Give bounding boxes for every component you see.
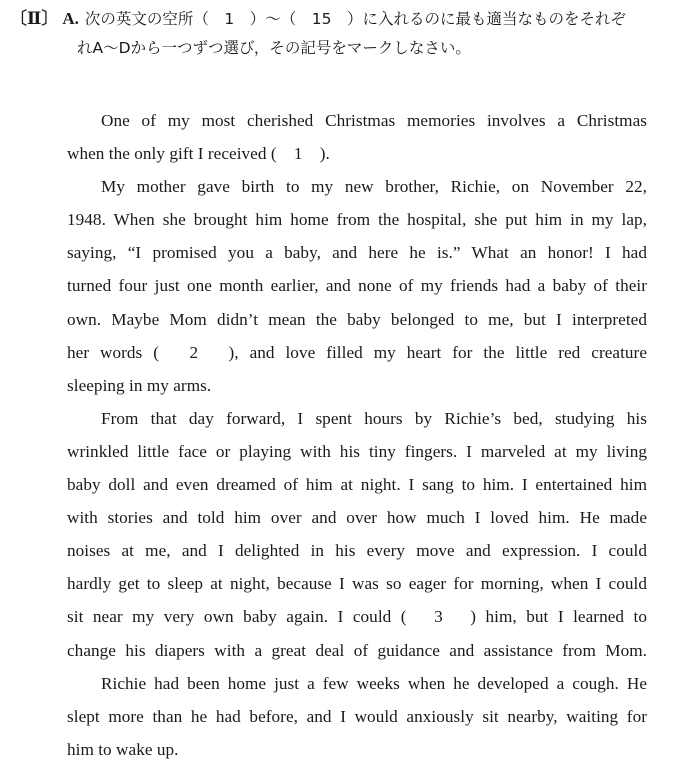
passage-line: when the only gift I received ( 1 ). <box>67 144 330 164</box>
passage-line: noises at me, and I delighted in his every move and expression. I could <box>67 541 647 561</box>
question-header <box>10 4 660 63</box>
passage-line: own. Maybe Mom didn’t mean the baby belonged to me, but I interpreted <box>67 309 647 329</box>
passage-line: sit near my very own baby again. I could ( 3 ) him, but I learned to <box>67 607 647 627</box>
passage-line: wrinkled little face or playing with his tiny fingers. I marveled at my living <box>67 441 647 461</box>
passage-line: From that day forward, I spent hours by Richie’s bed, studying his <box>101 408 647 428</box>
passage-line: him to wake up. <box>67 739 179 759</box>
passage-line: My mother gave birth to my new brother, Richie, on November 22, <box>101 177 647 197</box>
passage-line: sleeping in my arms. <box>67 375 212 395</box>
passage-line: saying, “I promised you a baby, and here he is.” What an honor! I had <box>67 243 647 263</box>
passage-line: 1948. When she brought him home from the hospital, she put him in my lap, <box>67 210 647 230</box>
passage-line: Richie had been home just a few weeks when he developed a cough. He <box>101 673 647 693</box>
reading-passage <box>67 104 647 766</box>
passage-line: her words ( 2 ), and love filled my heart for the little red creature <box>67 342 647 362</box>
passage-line: turned four just one month earlier, and none of my friends had a baby of their <box>67 276 647 296</box>
passage-line: with stories and told him over and over how much I loved him. He made <box>67 508 647 528</box>
instruction-line-1: 次の英文の空所（ 1 ）〜（ 15 ）に入れるのに最も適当なものをそれぞ <box>84 10 626 28</box>
section-mark: 〔Ⅱ〕 <box>10 9 59 29</box>
passage-line: baby doll and even dreamed of him at night. I sang to him. I entertained him <box>67 475 647 495</box>
passage-line: hardly get to sleep at night, because I was so eager for morning, when I could <box>67 574 647 594</box>
passage-line: One of my most cherished Christmas memories involves a Christmas <box>101 111 647 130</box>
instruction-line-2: れA〜Dから一つずつ選び，その記号をマークしなさい。 <box>77 39 471 57</box>
passage-line: change his diapers with a great deal of guidance and assistance from Mom. <box>67 640 647 660</box>
part-label: A. <box>62 9 79 28</box>
passage-line: slept more than he had before, and I would anxiously sit nearby, waiting for <box>67 706 647 726</box>
